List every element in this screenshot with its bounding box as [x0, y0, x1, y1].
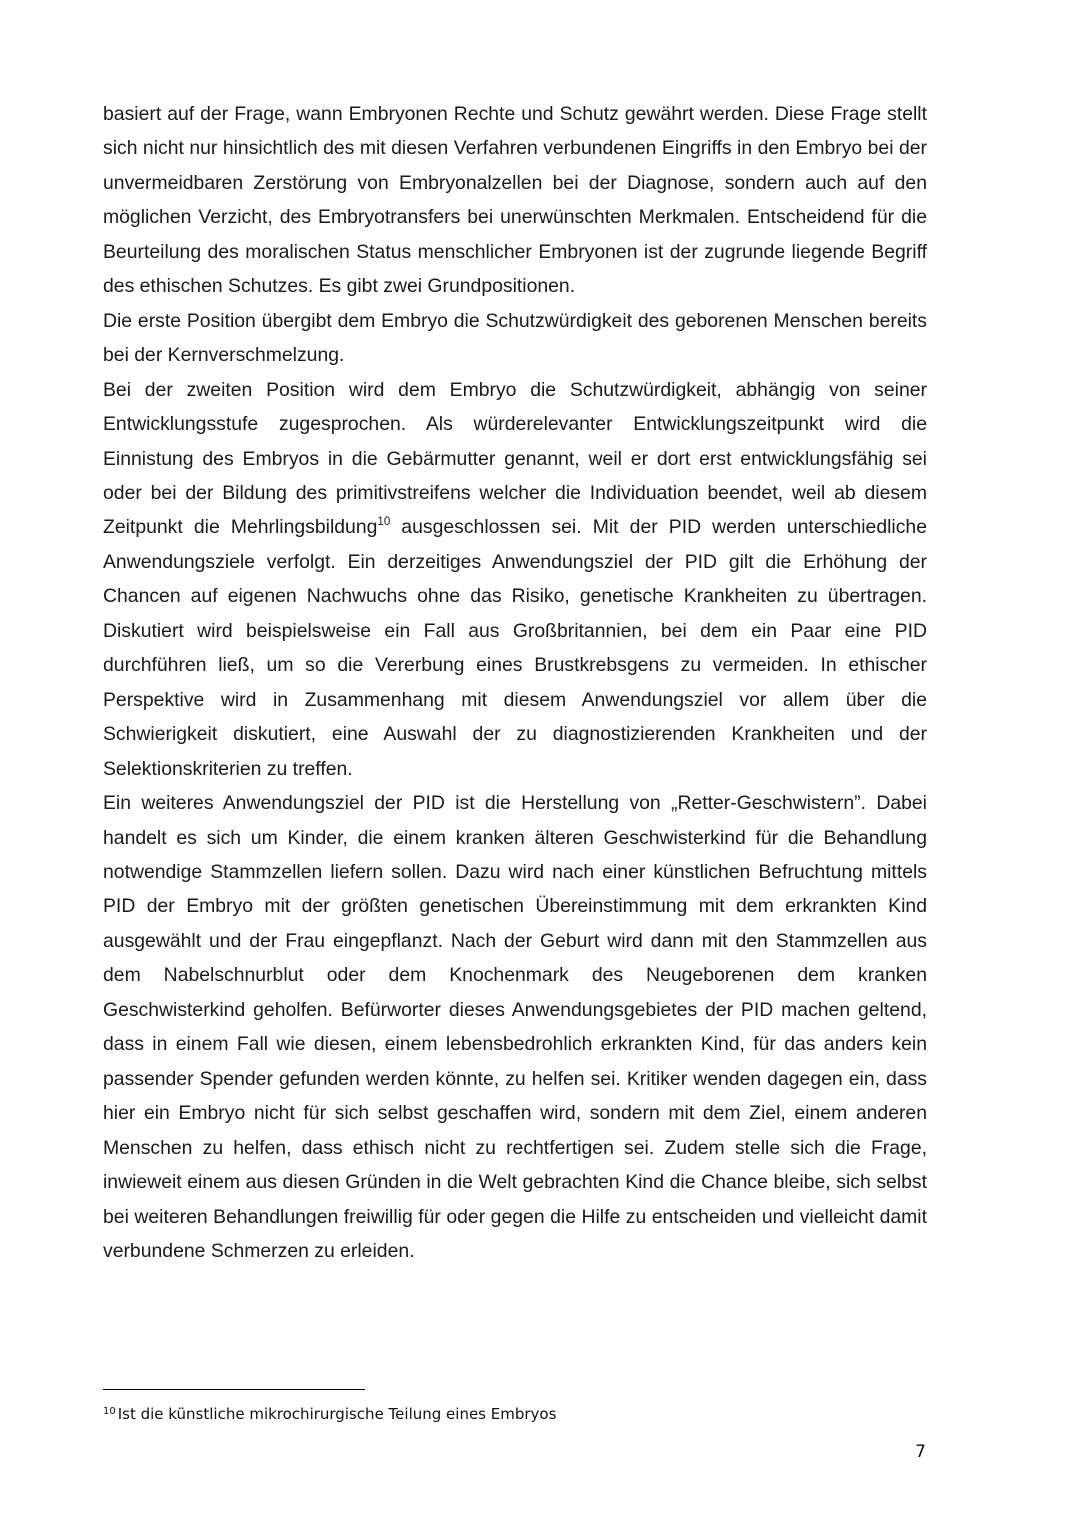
paragraph-savior-siblings: Ein weiteres Anwendungsziel der PID ist die Herstellung von „Retter-Geschwistern”. Dabei handelt es sich um Kinder, die einem kranken älteren Geschwisterkind für die Behandlung notwendige Stammzellen liefern sollen. Dazu wird nach einer künstlichen Befruchtung mittels PID der Embryo mit der größten genetischen Übereinstimmung mit dem erkrankten Kind ausgewählt und der Frau eingepflanzt. Nach der Geburt wird dann mit den Stammzellen aus dem Nabelschnurblut oder dem Knochenmark des Neugeborenen dem kranken Geschwisterkind geholfen. Befürworter dieses Anwendungsgebietes der PID machen geltend, dass in einem Fall wie diesen, einem lebensbedrohlich erkrankten Kind, für das anders kein passender Spender gefunden werden könnte, zu helfen sei. Kritiker wenden dagegen ein, dass hier ein Embryo nicht für sich selbst geschaffen wird, sondern mit dem Ziel, einem anderen Menschen zu helfen, dass ethisch nicht zu rechtfertigen sei. Zudem stelle sich die Frage, inwieweit einem aus diesen Gründen in die Welt gebrachten Kind die Chance bleibe, sich selbst bei weiteren Behandlungen freiwillig für oder gegen die Hilfe zu entscheiden und vielleicht damit verbundene Schmerzen zu erleiden. — [103, 792, 927, 1262]
paragraph-embryo-rights: basiert auf der Frage, wann Embryonen Rechte und Schutz gewährt werden. Diese Frage stellt sich nicht nur hinsichtlich des mit diesen Verfahren verbundenen Eingriffs in den Embryo bei der unvermeidbaren Zerstörung von Embryonalzellen bei der Diagnose, sondern auch auf den möglichen Verzicht, des Embryotransfers bei unerwünschten Merkmalen. Entscheidend für die Beurteilung des moralischen Status menschlicher Embryonen ist der zugrunde liegende Begriff des ethischen Schutzes. Es gibt zwei Grundpositionen. — [103, 103, 927, 298]
footnote-separator — [103, 1389, 365, 1390]
footnote-reference: 10 — [377, 516, 391, 529]
paragraph-first-position: Die erste Position übergibt dem Embryo die Schutzwürdigkeit des geborenen Menschen bereits bei der Kernverschmelzung. — [103, 309, 927, 367]
paragraph-second-position-end: ausgeschlossen sei. Mit der PID werden unterschiedliche Anwendungsziele verfolgt. Ein derzeitiges Anwendungsziel der PID gilt die Erhöhung der Chancen auf eigenen Nachwuchs ohne das Risiko, genetische Krankheiten zu übertragen. Diskutiert wird beispielsweise ein Fall aus Großbritannien, bei dem ein Paar eine PID durchführen ließ, um so die Vererbung eines Brustkrebsgens zu vermeiden. In ethischer Perspektive wird in Zusammenhang mit diesem Anwendungsziel vor allem über die Schwierigkeit diskutiert, eine Auswahl der zu diagnostizierenden Krankheiten und der Selektionskriterien zu treffen. — [103, 516, 927, 780]
paragraph-second-position-start: Bei der zweiten Position wird dem Embryo die Schutzwürdigkeit, abhängig von seiner Entwicklungsstufe zugesprochen. Als würderelevanter Entwicklungszeitpunkt wird die Einnistung des Embryos in die Gebärmutter genannt, weil er dort erst entwicklungsfähig sei oder bei der Bildung des primitivstreifens welcher die Individuation beendet, weil ab diesem Zeitpunkt die Mehrlingsbildung — [103, 378, 927, 539]
page-number: 7 — [915, 1442, 926, 1462]
footnote — [103, 1402, 927, 1426]
footnote-text: Ist die künstliche mikrochirurgische Teilung eines Embryos — [117, 1405, 557, 1423]
paragraph-second-position — [103, 373, 927, 786]
body-text — [103, 97, 927, 1268]
footnote-number: 10 — [103, 1406, 116, 1417]
